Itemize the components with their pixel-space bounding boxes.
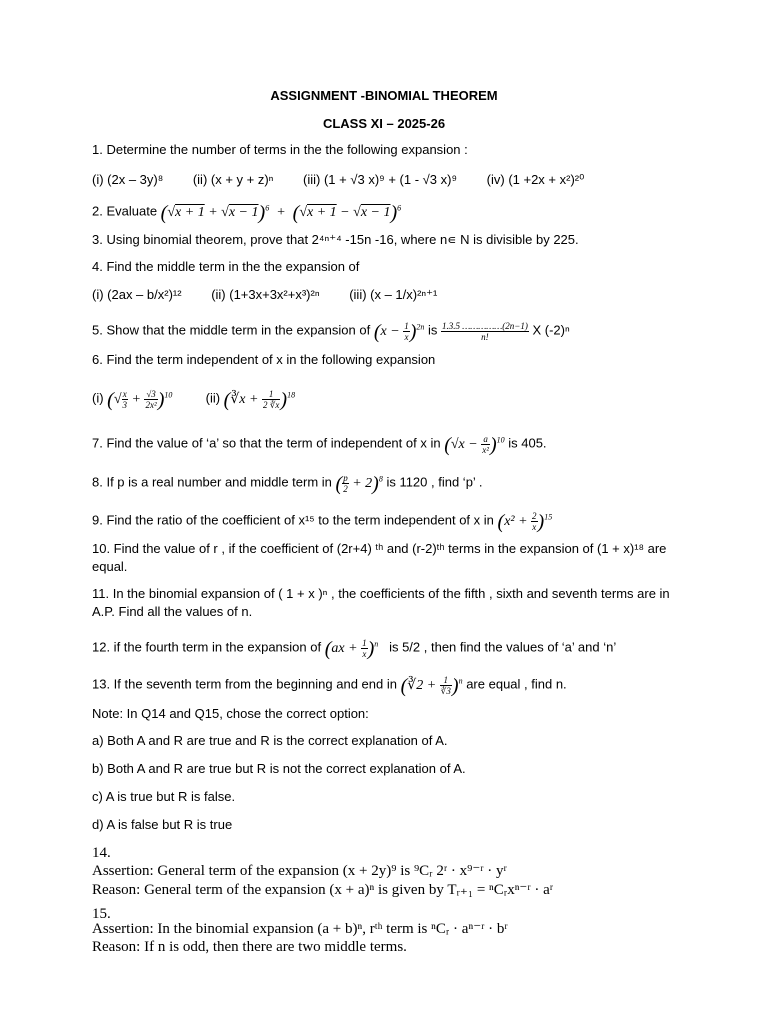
question-1: 1. Determine the number of terms in the the following expansion : xyxy=(92,142,468,157)
q1-part-iii: (iii) (1 + √3 x)⁹ + (1 - √3 x)⁹ xyxy=(303,172,458,187)
question-5 xyxy=(92,318,570,342)
q13-prefix: 13. If the seventh term from the beginning and end in xyxy=(92,676,397,692)
q12-suffix: is 5/2 , then find the values of ‘a’ and ‘n’ xyxy=(389,639,617,655)
question-8 xyxy=(92,470,483,494)
question-7 xyxy=(92,431,547,455)
q4-part-iii: (iii) (x – 1/x)²ⁿ⁺¹ xyxy=(349,287,438,302)
q7-expression: (√x − $\frac{a}{\text{x²}}$ )$^{10}$ xyxy=(444,433,505,456)
q5-prefix: 5. Show that the middle term in the expansion of xyxy=(92,322,371,338)
question-13 xyxy=(92,672,567,696)
q5-is: is xyxy=(427,322,438,338)
question-1-parts xyxy=(92,171,584,189)
q4-part-ii: (ii) (1+3x+3x²+x³)²ⁿ xyxy=(211,287,320,302)
q5-expression: (x − $\frac{1}{x}$ )$^{2n}$ xyxy=(373,320,425,343)
question-6-parts xyxy=(92,386,295,410)
question-12 xyxy=(92,635,616,659)
question-6: 6. Find the term independent of x in the following expansion xyxy=(92,352,436,367)
q6-part-i: (i) xyxy=(92,390,104,406)
page-title: ASSIGNMENT -BINOMIAL THEOREM xyxy=(270,88,498,103)
q5-fraction xyxy=(441,321,529,342)
question-2 xyxy=(92,199,401,222)
q8-suffix: is 1120 , find ‘p’ . xyxy=(386,474,483,490)
q1-part-iv: (iv) (1 +2x + x²)²⁰ xyxy=(486,172,585,187)
q13-suffix: are equal , find n. xyxy=(466,676,567,692)
question-15-assertion: Assertion: In the binomial expansion (a + b)ⁿ, rᵗʰ term is ⁿCᵣ · aⁿ⁻ʳ · bʳ xyxy=(92,921,508,937)
question-14-assertion: Assertion: General term of the expansion (x + 2y)⁹ is ⁹Cᵣ 2ʳ · x⁹⁻ʳ · yʳ xyxy=(92,863,507,879)
q5-suffix: X (-2)ⁿ xyxy=(532,322,570,338)
q5-numerator: 1.3.5 ……………(2n−1) xyxy=(442,320,528,331)
page-subtitle: CLASS XI – 2025-26 xyxy=(322,116,446,131)
option-c: c) A is true but R is false. xyxy=(92,789,236,804)
q12-prefix: 12. if the fourth term in the expansion of xyxy=(92,639,322,655)
q1-part-ii: (ii) (x + y + z)ⁿ xyxy=(192,172,274,187)
question-3: 3. Using binomial theorem, prove that 2⁴ⁿ⁺⁴ -15n -16, where n∊ N is divisible by 225. xyxy=(92,232,579,247)
q7-prefix: 7. Find the value of ‘a’ so that the term of independent of x in xyxy=(92,435,441,451)
option-b: b) Both A and R are true but R is not the correct explanation of A. xyxy=(92,761,466,776)
q12-expression: (ax + $\frac{1}{x}$ )$^n$ xyxy=(324,637,379,660)
question-15-number: 15. xyxy=(92,906,111,922)
q8-prefix: 8. If p is a real number and middle term in xyxy=(92,474,332,490)
q6-expression-i: (√ $\frac{x}{3}$ + $\frac{√3}{\text{2x²}}$ )$^{10}$ xyxy=(107,388,173,411)
question-14-reason: Reason: General term of the expansion (x + a)ⁿ is given by Tᵣ₊₁ = ⁿCᵣxⁿ⁻ʳ · aʳ xyxy=(92,882,554,898)
question-11: 11. In the binomial expansion of ( 1 + x )ⁿ , the coefficients of the fifth , sixth and seventh terms are in A.P. Find all the values of n. xyxy=(92,586,670,619)
q6-part-ii: (ii) xyxy=(205,390,221,406)
q2-label: 2. Evaluate xyxy=(92,203,158,219)
question-10: 10. Find the value of r , if the coefficient of (2r+4) ᵗʰ and (r-2)ᵗʰ terms in the expansion of (1 + x)¹⁸ are equal. xyxy=(92,541,667,574)
q5-denominator: n! xyxy=(481,331,489,342)
question-15-reason: Reason: If n is odd, then there are two middle terms. xyxy=(92,939,407,955)
question-14-number: 14. xyxy=(92,845,111,861)
q13-expression: (∛2 + $\frac{1}{∛3}$ )$^n$ xyxy=(400,674,463,697)
q7-suffix: is 405. xyxy=(508,435,547,451)
option-a: a) Both A and R are true and R is the correct explanation of A. xyxy=(92,733,448,748)
q8-expression: ( $\frac{p}{2}$ + 2)$^8$ xyxy=(335,472,383,495)
q6-expression-ii: (∛x + $\frac{1}{2 ∛x}$ )$^{18}$ xyxy=(223,388,296,411)
q9-expression: (x² + $\frac{2}{x}$ )$^{15}$ xyxy=(497,510,553,533)
question-4-parts xyxy=(92,286,437,304)
q1-part-i: (i) (2x – 3y)⁸ xyxy=(92,172,164,187)
q4-part-i: (i) (2ax – b/x²)¹² xyxy=(92,287,182,302)
question-4: 4. Find the middle term in the the expansion of xyxy=(92,259,360,274)
q2-expression: $(√x + 1 + √x - 1)^6 + (√x + 1 - √x - 1)^6$ xyxy=(160,201,402,224)
option-d: d) A is false but R is true xyxy=(92,817,233,832)
note-heading: Note: In Q14 and Q15, chose the correct option: xyxy=(92,706,369,721)
question-9 xyxy=(92,508,552,532)
q9-text: 9. Find the ratio of the coefficient of x¹⁵ to the term independent of x in xyxy=(92,512,494,528)
